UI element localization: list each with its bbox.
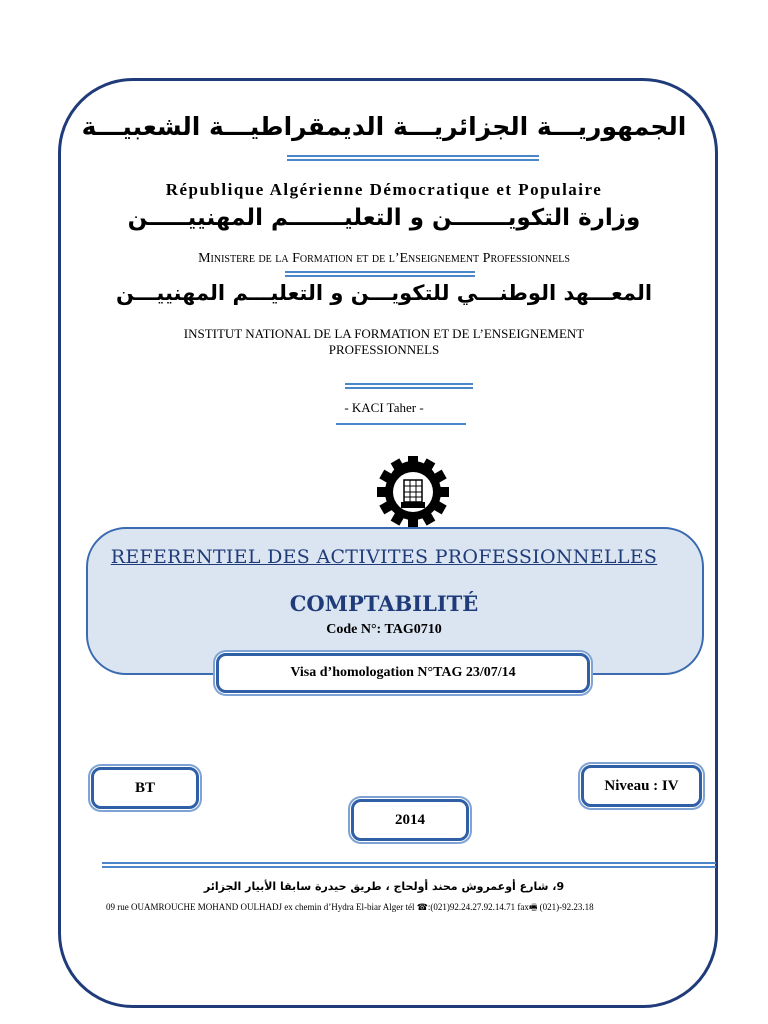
separator-line	[287, 155, 539, 161]
visa-text: Visa d’homologation N°TAG 23/07/14	[290, 665, 516, 680]
french-institute-line1: INSTITUT NATIONAL DE LA FORMATION ET DE L’ENSEIGNEMENT	[183, 326, 585, 341]
separator-line	[285, 271, 475, 277]
gear-emblem-icon	[376, 455, 450, 529]
french-address: 09 rue OUAMROUCHE MOHAND OULHADJ ex chemin d’Hydra El-biar Alger tél ☎:(021)92.24.27.92.14.71 fax🖷 (021)-92.23.18	[106, 902, 594, 912]
specialty-title: COMPTABILITÉ	[289, 591, 479, 616]
footer-separator	[102, 862, 716, 868]
year-badge: 2014	[351, 799, 469, 841]
separator-line	[345, 383, 473, 389]
diploma-badge: BT	[91, 767, 199, 809]
arabic-ministry-heading: وزارة التكويـــــــن و التعليـــــــم المهنييـــــن	[127, 205, 641, 231]
director-name: - KACI Taher -	[344, 400, 424, 415]
arabic-republic-heading: الجمهوريـــة الجزائريـــة الديمقراطيـــة الشعبيـــة	[81, 112, 687, 141]
arabic-institute-heading: المعـــهد الوطنـــي للتكويـــن و التعليـــم المهنييـــن	[115, 281, 653, 305]
level-badge: Niveau : IV	[581, 765, 702, 807]
separator-line	[336, 423, 466, 425]
specialty-code: Code N°: TAG0710	[326, 622, 442, 637]
french-republic-heading: République Algérienne Démocratique et Populaire	[165, 180, 603, 199]
referentiel-title: REFERENTIEL DES ACTIVITES PROFESSIONNELLES	[110, 546, 658, 568]
french-ministry-heading: Ministere de la Formation et de l’Enseignement Professionnels	[198, 251, 570, 266]
arabic-address: 9، شارع أوعمروش محند أولحاج ، طريق حيدرة سابقا الأبيار الجزائر	[203, 880, 565, 893]
french-institute-line2: PROFESSIONNELS	[328, 342, 440, 357]
